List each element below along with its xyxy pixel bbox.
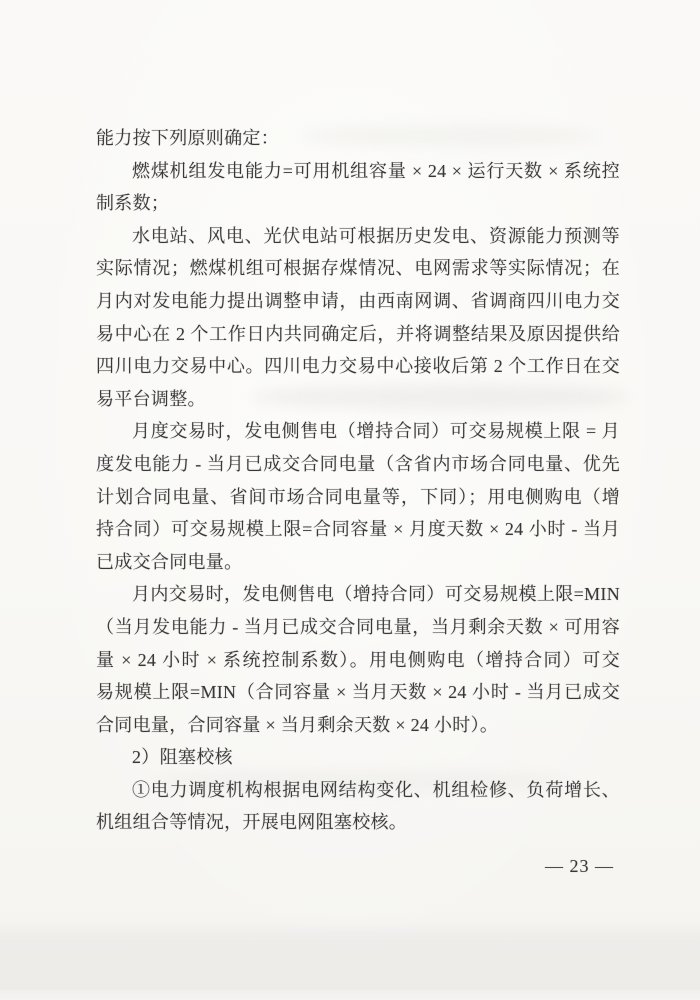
text-line: 能力按下列原则确定： (96, 128, 279, 148)
text-line: 月内对发电能力提出调整申请，由西南网调、省调商四川电力交 (96, 290, 620, 311)
text-line: 四川电力交易中心。四川电力交易中心接收后第 2 个工作日在交 (96, 356, 620, 377)
text-line: 合同电量，合同容量 × 当月剩余天数 × 24 小时）。 (96, 714, 499, 735)
text-line: 月度交易时，发电侧售电（增持合同）可交易规模上限 = 月 (132, 421, 620, 442)
text-line: 易中心在 2 个工作日内共同确定后，并将调整结果及原因提供给 (96, 323, 620, 344)
text-line: （当月发电能力 - 当月已成交合同电量，当月剩余天数 × 可用容 (96, 616, 620, 637)
text-line: 易规模上限=MIN（合同容量 × 当月天数 × 24 小时 - 当月已成交 (96, 682, 620, 703)
text-line: ①电力调度机构根据电网结构变化、机组检修、负荷增长、 (132, 779, 620, 800)
text-line: 度发电能力 - 当月已成交合同电量（含省内市场合同电量、优先 (96, 453, 620, 474)
page-number: — 23 — (545, 856, 614, 876)
text-line: 计划合同电量、省间市场合同电量等，下同）；用电侧购电（增 (96, 486, 620, 507)
text-line: 持合同）可交易规模上限=合同容量 × 月度天数 × 24 小时 - 当月 (96, 519, 620, 540)
text-line: 易平台调整。 (96, 388, 206, 409)
document-body (96, 122, 620, 839)
text-line: 2）阻塞校核 (132, 747, 233, 768)
text-line: 水电站、风电、光伏电站可根据历史发电、资源能力预测等 (132, 225, 620, 246)
text-line: 月内交易时，发电侧售电（增持合同）可交易规模上限=MIN (132, 584, 620, 605)
text-line: 制系数； (96, 193, 170, 214)
text-line: 机组组合等情况，开展电网阻塞校核。 (96, 812, 408, 833)
text-line: 已成交合同电量。 (96, 551, 243, 572)
text-line: 实际情况；燃煤机组可根据存煤情况、电网需求等实际情况；在 (96, 258, 620, 279)
text-line: 量 × 24 小时 × 系统控制系数）。用电侧购电（增持合同）可交 (96, 649, 620, 670)
text-line: 燃煤机组发电能力=可用机组容量 × 24 × 运行天数 × 系统控 (132, 160, 620, 181)
